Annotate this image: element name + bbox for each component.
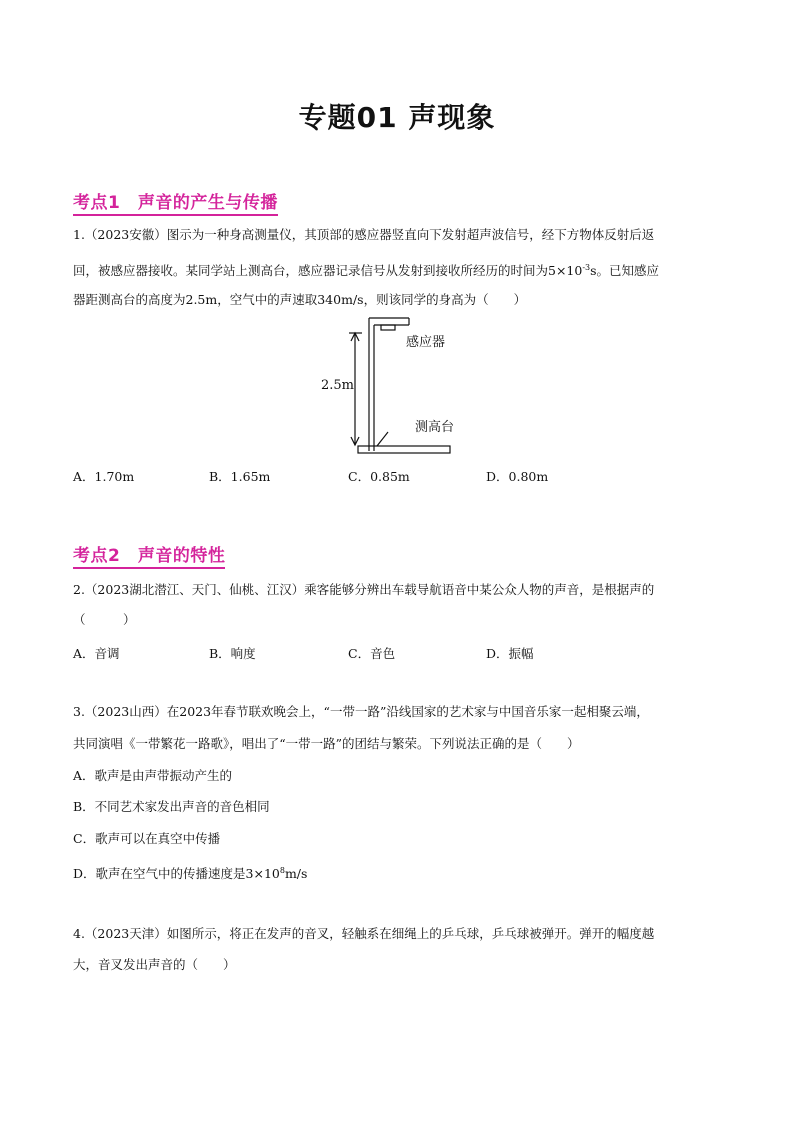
q2-option-a: A．音调 (73, 646, 120, 661)
q2-line-1: 2.（2023湖北潜江、天门、仙桃、江汉）乘客能够分辨出车载导航语音中某公众人物的声音，是根据声的 (73, 582, 655, 597)
q1-option-c: C．0.85m (348, 469, 410, 484)
q2-line-2: （ ） (73, 612, 136, 627)
q2-option-d: D．振幅 (486, 646, 534, 661)
q3-option-d-b: m/s (284, 866, 308, 882)
height-meter-diagram (349, 318, 450, 453)
q1-line-2b: s。已知感应 (590, 263, 660, 279)
page-title: 专题01 声现象 (298, 101, 496, 134)
q3-option-b: B．不同艺术家发出声音的音色相同 (73, 799, 270, 814)
q1-option-b: B．1.65m (209, 469, 271, 484)
q1-exponent: -3 (582, 263, 591, 272)
q1-line-1: 1.（2023安徽）图示为一种身高测量仪，其顶部的感应器竖直向下发射超声波信号，经下方物体反射后返 (73, 227, 655, 242)
q3-option-a: A．歌声是由声带振动产生的 (73, 768, 233, 783)
q4-line-2: 大，音叉发出声音的（ ） (73, 957, 236, 972)
q3-line-1: 3.（2023山西）在2023年春节联欢晚会上，“一带一路”沿线国家的艺术家与中国音乐家一起相聚云端， (73, 704, 649, 719)
q4-line-1: 4.（2023天津）如图所示，将正在发声的音叉，轻触系在细绳上的乒乓球，乒乓球被弹开。弹开的幅度越 (73, 926, 655, 941)
q2-option-c: C．音色 (348, 646, 396, 661)
q3-option-d (73, 863, 723, 882)
section-heading-2: 考点2 声音的特性 (73, 541, 225, 569)
q2-option-b: B．响度 (209, 646, 256, 661)
q3-exponent: 8 (279, 866, 285, 875)
q1-line-2a: 回，被感应器接收。某同学站上测高台，感应器记录信号从发射到接收所经历的时间为5×10 (73, 263, 583, 279)
section-heading-1: 考点1 声音的产生与传播 (73, 188, 278, 216)
q1-line-3: 器距测高台的高度为2.5m，空气中的声速取340m/s，则该同学的身高为（ ） (73, 292, 527, 307)
q3-option-d-a: D．歌声在空气中的传播速度是3×10 (73, 866, 280, 882)
q3-option-c: C．歌声可以在真空中传播 (73, 831, 221, 846)
q1-option-d: D．0.80m (486, 469, 549, 484)
q1-line-2 (73, 260, 723, 279)
height-label: 2.5m (321, 378, 355, 393)
q3-line-2: 共同演唱《一带繁花一路歌》，唱出了“一带一路”的团结与繁荣。下列说法正确的是（ ） (73, 736, 580, 751)
platform-label: 测高台 (415, 420, 455, 435)
q1-option-a: A．1.70m (73, 469, 135, 484)
sensor-label: 感应器 (406, 335, 446, 350)
